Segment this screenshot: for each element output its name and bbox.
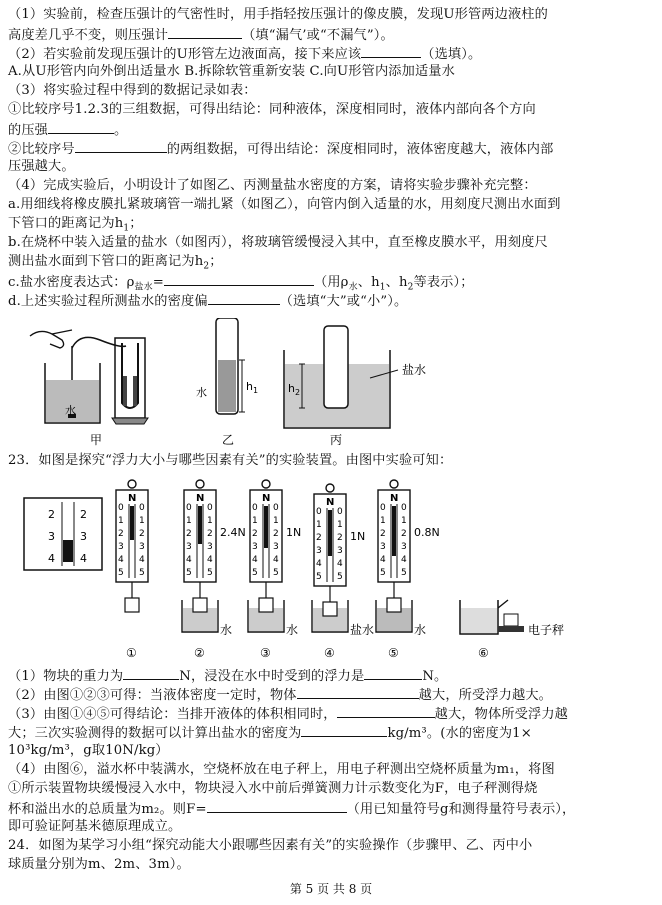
tick-label: 3 — [337, 546, 343, 556]
answer-blank[interactable] — [168, 25, 242, 39]
q23-line-7: ①所示装置物块缓慢浸入水中，物块浸入水中前后弹簧测力计示数变化为F，电子秤测得烧 — [8, 781, 538, 796]
tick-label: 3 — [118, 542, 124, 552]
tick-label: 2 — [252, 529, 258, 539]
metal-block — [259, 598, 273, 612]
inset-tick: 3 — [48, 530, 55, 543]
q22-line-15: c.盐水密度表达式：$\rho_{盐水}=$ （用$\rho_水$、$h_1$、$h_2$等表示）； — [8, 272, 652, 297]
q24-line-1: 24．如图为某学习小组“探究动能大小跟哪些因素有关”的实验操作（步骤甲、乙、丙中小 — [8, 838, 533, 853]
answer-blank[interactable] — [337, 704, 435, 718]
tick-label: 4 — [273, 555, 279, 565]
tick-label: 2 — [273, 529, 279, 539]
tick-label: 2 — [380, 529, 386, 539]
tick-label: 5 — [118, 568, 124, 578]
tick-label: 4 — [118, 555, 124, 565]
tick-label: 3 — [252, 542, 258, 552]
inset-tick: 4 — [48, 552, 55, 565]
pointer-bar — [264, 506, 268, 548]
answer-blank[interactable] — [208, 291, 280, 305]
tick-label: 4 — [139, 555, 145, 565]
q23-line-9: 即可验证阿基米德原理成立。 — [8, 819, 182, 834]
metal-block — [323, 602, 337, 616]
answer-blank[interactable] — [361, 44, 421, 58]
tick-label: 5 — [252, 568, 258, 578]
q24-line-2: 球质量分别为m、2m、3m）。 — [8, 857, 190, 872]
tick-label: 2 — [207, 529, 213, 539]
force-reading: 1N — [286, 526, 302, 539]
unit-label: N — [196, 493, 205, 504]
tick-label: 2 — [118, 529, 124, 539]
unit-label: N — [128, 493, 137, 504]
figure-label: ② — [194, 646, 205, 660]
q22-line-5: （3）将实验过程中得到的数据记录如表： — [8, 83, 257, 98]
figure-label: ⑤ — [388, 646, 399, 660]
hook-ring — [326, 484, 334, 492]
setup-6 — [460, 600, 564, 660]
tick-label: 0 — [186, 503, 192, 513]
tick-label: 4 — [337, 559, 343, 569]
inset-tick: 2 — [48, 508, 55, 521]
tick-label: 3 — [380, 542, 386, 552]
q22-line-2: 高度差几乎不变，则压强计 （填“漏气’或“不漏气”）。 — [8, 25, 652, 45]
q22-line-11: a.用细线将橡皮膜扎紧玻璃管一端扎紧（如图乙），向管内倒入适量的水，用刻度尺测出水面到 — [8, 197, 561, 212]
tick-label: 0 — [139, 503, 145, 513]
figure-label-6: ⑥ — [478, 646, 489, 660]
q22-options: A.从U形管内向外倒出适量水 B.拆除软管重新安装 C.向U形管内添加适量水 — [8, 64, 455, 79]
tick-label: 2 — [139, 529, 145, 539]
answer-blank[interactable] — [75, 139, 167, 153]
liquid-label: 水 — [220, 623, 233, 637]
q22-line-9: 压强越大。 — [8, 159, 75, 174]
pointer-bar — [198, 506, 202, 544]
spring-scales — [116, 480, 440, 660]
answer-blank[interactable] — [364, 666, 422, 680]
inset-tick: 3 — [80, 530, 87, 543]
scale-inset — [24, 498, 102, 570]
brine-label: 盐水 — [402, 363, 427, 377]
hook-ring — [390, 480, 398, 488]
tick-label: 1 — [186, 516, 192, 526]
tick-label: 4 — [316, 559, 322, 569]
h1-label: $h_1$ — [246, 380, 259, 395]
water-label: 水 — [65, 404, 76, 417]
page-footer: 第 5 页 共 8 页 — [289, 882, 373, 896]
figure-label-yi: 乙 — [222, 433, 235, 447]
tick-label: 1 — [207, 516, 213, 526]
unit-label: N — [326, 497, 335, 508]
q23-line-5: 10³kg/m³，g取10N/kg） — [8, 743, 169, 758]
tick-label: 5 — [186, 568, 192, 578]
tick-label: 2 — [316, 533, 322, 543]
unit-label: N — [262, 493, 271, 504]
pointer-bar — [392, 506, 396, 556]
q22-line-10: （4）完成实验后，小明设计了如图乙、丙测量盐水密度的方案，请将实验步骤补充完整： — [8, 178, 537, 193]
figure-label: ③ — [260, 646, 271, 660]
q22-line-3: （2）若实验前发现压强计的U形管左边液面高，接下来应该 （选填）。 — [8, 44, 652, 64]
tick-label: 5 — [207, 568, 213, 578]
tick-label: 1 — [337, 520, 343, 530]
q23-title: 23．如图是探究“浮力大小与哪些因素有关”的实验装置。由图中实验可知： — [8, 453, 453, 468]
tick-label: 1 — [273, 516, 279, 526]
answer-blank[interactable] — [301, 723, 387, 737]
metal-block — [193, 598, 207, 612]
tick-label: 3 — [139, 542, 145, 552]
figure-yi — [196, 318, 258, 447]
hook-ring — [128, 480, 136, 488]
metal-block — [387, 598, 401, 612]
tick-label: 3 — [273, 542, 279, 552]
tick-label: 5 — [380, 568, 386, 578]
tick-label: 2 — [401, 529, 407, 539]
q22-line-7: 的压强 。 — [8, 120, 652, 140]
tick-label: 4 — [401, 555, 407, 565]
tick-label: 0 — [273, 503, 279, 513]
q23-line-2: （2）由图①②③可得：当液体密度一定时，物体 越大，所受浮力越大。 — [8, 685, 652, 705]
unit-label: N — [390, 493, 399, 504]
figure-label: ① — [126, 646, 137, 660]
pointer-bar — [328, 510, 332, 556]
tick-label: 5 — [337, 572, 343, 582]
tick-label: 1 — [316, 520, 322, 530]
tick-label: 2 — [186, 529, 192, 539]
tick-label: 3 — [207, 542, 213, 552]
figure-label: ④ — [324, 646, 335, 660]
liquid-label: 水 — [286, 623, 299, 637]
h2-label: $h_2$ — [288, 382, 301, 397]
tick-label: 2 — [337, 533, 343, 543]
force-reading: 1N — [350, 530, 366, 543]
tick-label: 0 — [401, 503, 407, 513]
water-label: 水 — [196, 386, 207, 399]
figure-22-apparatus — [20, 318, 450, 448]
tick-label: 1 — [252, 516, 258, 526]
tick-label: 1 — [118, 516, 124, 526]
force-reading: 0.8N — [414, 526, 440, 539]
q23-line-4: 大；三次实验测得的数据可以计算出盐水的密度为 kg/m³。(水的密度为1× — [8, 723, 652, 743]
hook-ring — [196, 480, 204, 488]
q23-line-6: （4）由图⑥，溢水杯中装满水，空烧杯放在电子秤上，用电子秤测出空烧杯质量为m₁，将图 — [8, 762, 555, 777]
force-reading: 2.4N — [220, 526, 246, 539]
tick-label: 5 — [273, 568, 279, 578]
answer-blank[interactable] — [123, 666, 179, 680]
tick-label: 4 — [186, 555, 192, 565]
tick-label: 4 — [380, 555, 386, 565]
tick-label: 3 — [401, 542, 407, 552]
answer-blank[interactable] — [48, 120, 114, 134]
inset-tick: 2 — [80, 508, 87, 521]
q22-line-8: ②比较序号 的两组数据，可得出结论：深度相同时，液体密度越大，液体内部 — [8, 139, 652, 159]
q23-line-1: （1）物块的重力为 N，浸没在水中时受到的浮力是 N。 — [8, 666, 652, 686]
q22-line-6: ①比较序号1.2.3的三组数据，可得出结论：同种液体，深度相同时，液体内部向各个方向 — [8, 102, 536, 117]
tick-label: 4 — [252, 555, 258, 565]
tick-label: 5 — [316, 572, 322, 582]
tick-label: 4 — [207, 555, 213, 565]
answer-blank[interactable] — [207, 799, 347, 813]
liquid-label: 水 — [414, 623, 427, 637]
pointer-bar — [130, 506, 134, 540]
tick-label: 1 — [139, 516, 145, 526]
liquid-label: 盐水 — [350, 623, 375, 637]
figure-label-jia: 甲 — [90, 433, 103, 447]
metal-block — [125, 598, 139, 612]
tick-label: 1 — [380, 516, 386, 526]
figure-bing — [284, 326, 426, 447]
figure-23-apparatus — [22, 474, 602, 662]
q23-line-3: （3）由图①④⑤可得结论：当排开液体的体积相同时， 越大，物体所受浮力越 — [8, 704, 652, 724]
hook-ring — [262, 480, 270, 488]
tick-label: 0 — [380, 503, 386, 513]
electronic-scale-label: 电子秤 — [528, 623, 565, 637]
tick-label: 5 — [139, 568, 145, 578]
inset-tick: 4 — [80, 552, 87, 565]
q23-line-8: 杯和溢出水的总质量为m₂。则F= （用已知量符号g和测得量符号表示）， — [8, 799, 652, 819]
tick-label: 3 — [186, 542, 192, 552]
q22-line-1: （1）实验前，检查压强计的气密性时，用手指轻按压强计的像皮膜，发现U形管两边液柱的 — [8, 7, 548, 22]
q22-line-14: 测出盐水面到下管口的距离记为$h_2$； — [8, 254, 223, 272]
q22-line-16: d.上述实验过程所测盐水的密度偏 （选填“大”或“小”）。 — [8, 291, 652, 311]
tick-label: 0 — [118, 503, 124, 513]
tick-label: 3 — [316, 546, 322, 556]
tick-label: 5 — [401, 568, 407, 578]
answer-blank[interactable] — [164, 272, 314, 286]
tick-label: 0 — [207, 503, 213, 513]
tick-label: 1 — [401, 516, 407, 526]
figure-label-bing: 丙 — [330, 433, 343, 447]
q22-line-13: b.在烧杯中装入适量的盐水（如图丙），将玻璃管缓慢浸入其中，直至橡皮膜水平，用刻度尺 — [8, 235, 548, 250]
tick-label: 0 — [337, 507, 343, 517]
q22-line-12: 下管口的距离记为$h_1$； — [8, 216, 143, 234]
tick-label: 0 — [252, 503, 258, 513]
tick-label: 0 — [316, 507, 322, 517]
answer-blank[interactable] — [297, 685, 419, 699]
figure-jia — [30, 330, 148, 447]
